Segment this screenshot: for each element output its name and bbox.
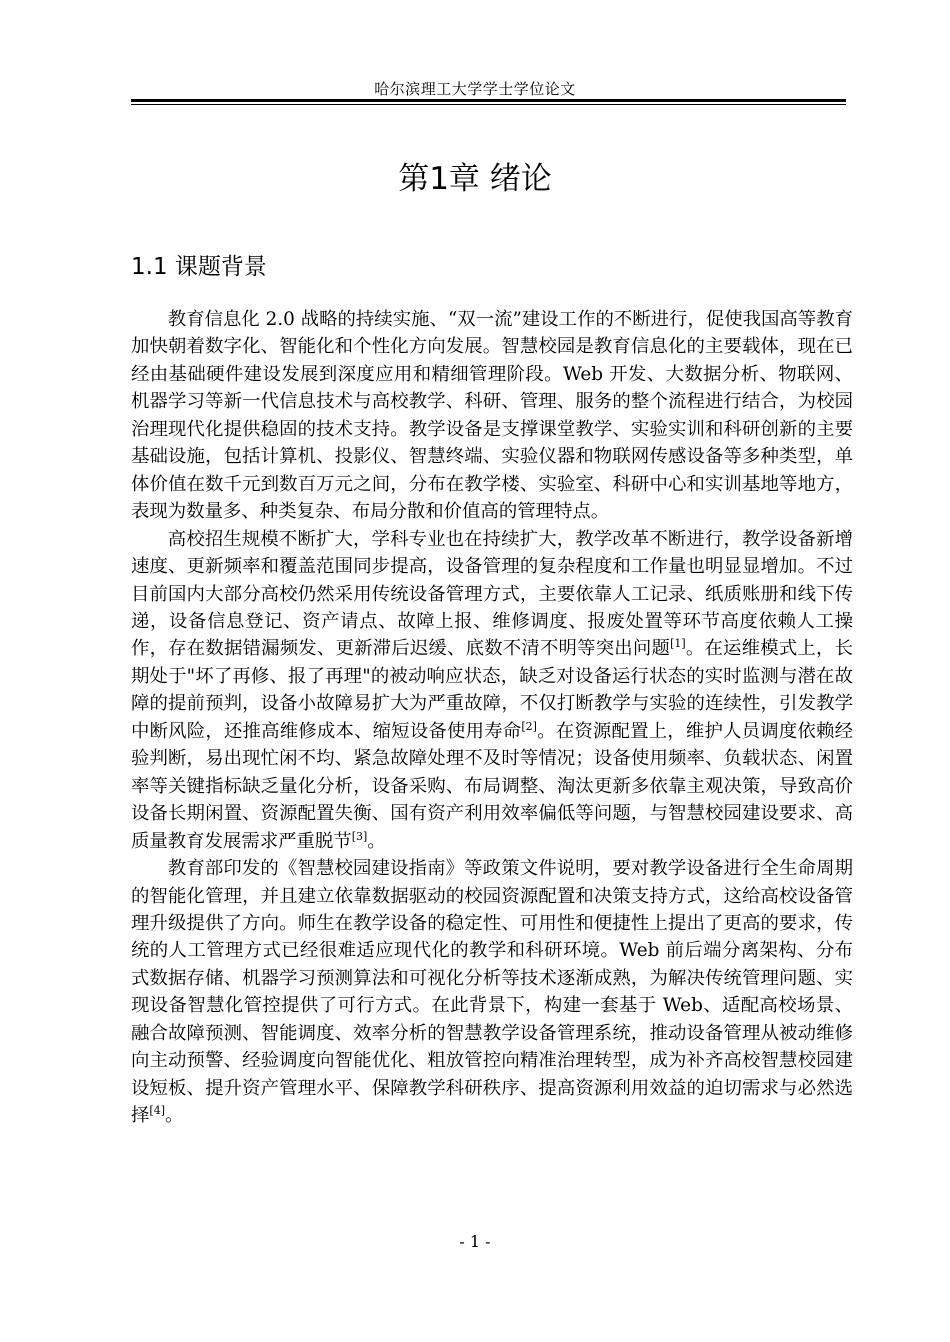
paragraph [131,306,853,526]
running-header: 哈尔滨理工大学学士学位论文 [374,80,576,98]
paragraph-text: 。在运维模式上，长期处于"坏了再修、报了再理"的被动响应状态，缺乏对设备运行状态的实时监测与潜在故障的提前预判，设备小故障易扩大为严重故障，不仅打断教学与实验的连续性，引发教学中断风险，还推高维修成本、缩短设备使用寿命 [131,638,853,742]
citation-ref: [3] [351,829,368,843]
paragraph-text: 。在资源配置上，维护人员调度依赖经验判断，易出现忙闲不均、紧急故障处理不及时等情况；设备使用频率、负载状态、闲置率等关键指标缺乏量化分析，设备采购、布局调整、淘汰更新多依靠主观决策，导致高价设备长期闲置、资源配置失衡、国有资产利用效率偏低等问题，与智慧校园建设要求、高质量教育发展需求严重脱节 [131,720,853,852]
body-text [131,306,853,1130]
paragraph-text: 。 [165,1105,184,1127]
paragraph [131,855,853,1130]
citation-ref: [4] [149,1104,165,1118]
paragraph-text: 高校招生规模不断扩大，学科专业也在持续扩大，教学改革不断进行，教学设备新增速度、更新频率和覆盖范围同步提高，设备管理的复杂程度和工作量也明显显增加。不过目前国内大部分高校仍然采用传统设备管理方式，主要依靠人工记录、纸质账册和线下传递，设备信息登记、资产请点、故障上报、维修调度、报废处置等环节高度依赖人工操作，存在数据错漏频发、更新滞后迟缓、底数不清不明等突出问题 [131,528,853,660]
citation-ref: [2] [521,719,537,733]
header-rule-thick [131,99,846,102]
citation-ref: [1] [670,637,686,651]
paragraph [131,526,853,855]
paragraph-text: 。 [367,830,386,852]
chapter-title: 第1章 绪论 [398,161,552,197]
paragraph-text: 教育信息化 2.0 战略的持续实施、“双一流”建设工作的不断进行，促使我国高等教育加快朝着数字化、智能化和个性化方向发展。智慧校园是教育信息化的主要载体，现在已经由基础硬件建设发展到深度应用和精细管理阶段。Web 开发、大数据分析、物联网、机器学习等新一代信息技术与高校教学、科研、管理、服务的整个流程进行结合，为校园治理现代化提供稳固的技术支持。教学设备是支撑课堂教学、实验实训和科研创新的主要基础设施，包括计算机、投影仪、智慧终端、实验仪器和物联网传感设备等多种类型，单体价值在数千元到数百万元之间，分布在教学楼、实验室、科研中心和实训基地等地方，表现为数量多、种类复杂、布局分散和价值高的管理特点。 [131,309,853,523]
header-rule-thin [131,104,846,105]
page-number: - 1 - [459,1232,491,1251]
paragraph-text: 教育部印发的《智慧校园建设指南》等政策文件说明，要对教学设备进行全生命周期的智能化管理，并且建立依靠数据驱动的校园资源配置和决策支持方式，这给高校设备管理升级提供了方向。师生在教学设备的稳定性、可用性和便捷性上提出了更高的要求，传统的人工管理方式已经很难适应现代化的教学和科研环境。Web 前后端分离架构、分布式数据存储、机器学习预测算法和可视化分析等技术逐渐成熟，为解决传统管理问题、实现设备智慧化管控提供了可行方式。在此背景下，构建一套基于 Web、适配高校场景、融合故障预测、智能调度、效率分析的智慧教学设备管理系统，推动设备管理从被动维修向主动预警、经验调度向智能优化、粗放管控向精准治理转型，成为补齐高校智慧校园建设短板、提升资产管理水平、保障教学科研秩序、提高资源利用效益的迫切需求与必然选择 [131,858,853,1127]
section-title: 1.1 课题背景 [131,254,267,280]
